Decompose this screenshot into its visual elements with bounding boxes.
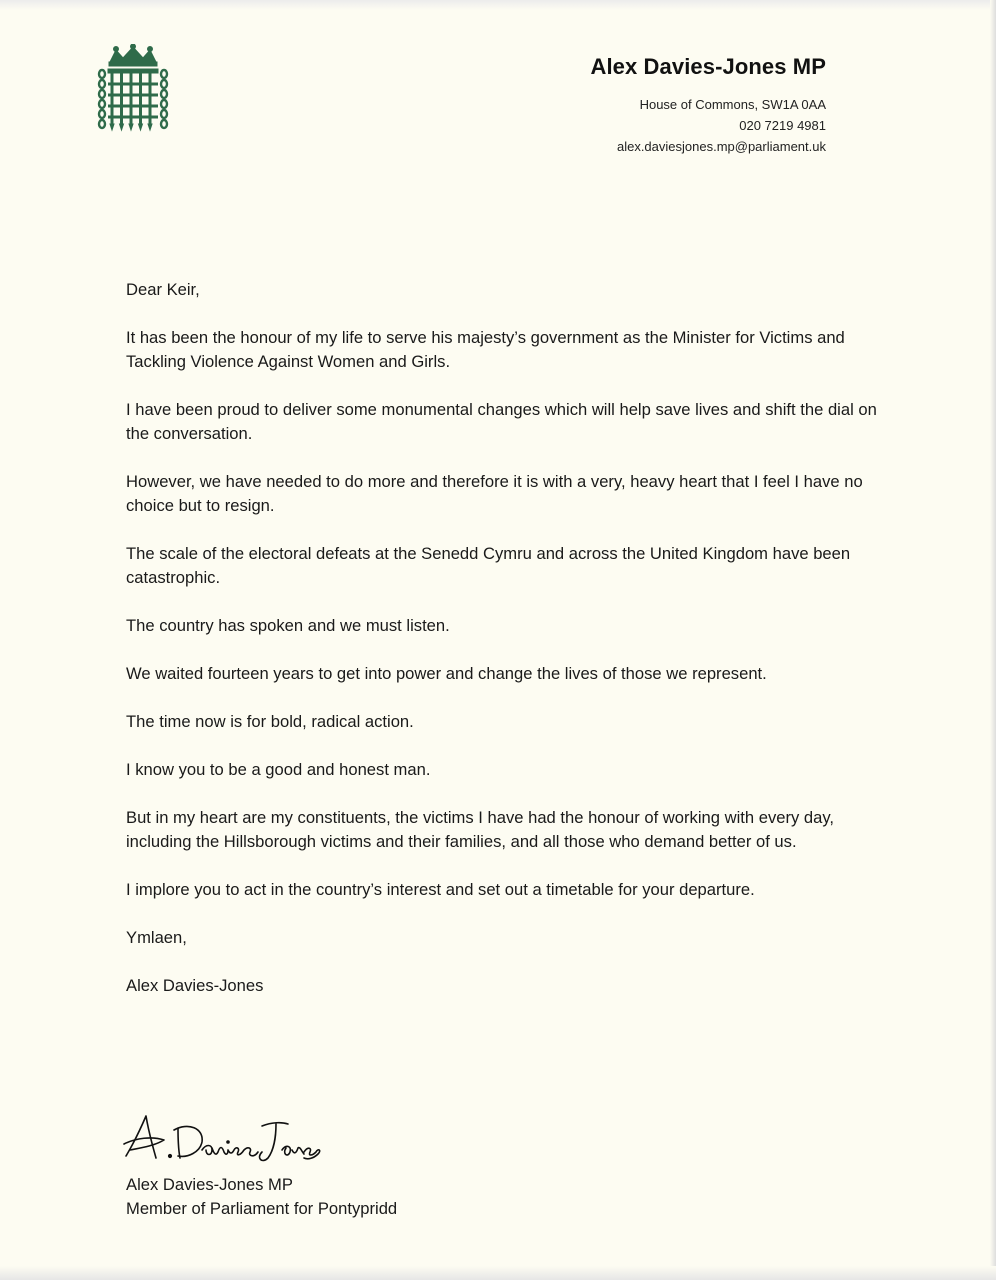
signatory-title: Member of Parliament for Pontypridd: [126, 1199, 398, 1218]
paragraph: We waited fourteen years to get into power and change the lives of those we represent.: [126, 664, 767, 683]
closing: Ymlaen,: [126, 928, 187, 947]
paragraph: The scale of the electoral defeats at the Senedd Cymru and across the United Kingdom have been catastrophic.: [126, 544, 851, 587]
paragraph: I implore you to act in the country’s interest and set out a timetable for your departure.: [126, 880, 755, 899]
sender-block: [406, 54, 826, 157]
signatory-name: Alex Davies-Jones MP: [126, 1175, 293, 1194]
paragraph: However, we have needed to do more and therefore it is with a very, heavy heart that I feel I have no choice but to resign.: [126, 472, 863, 515]
salutation: Dear Keir,: [126, 280, 200, 299]
typed-name: Alex Davies-Jones: [126, 976, 264, 995]
handwritten-signature: [122, 1106, 322, 1164]
paragraph: I know you to be a good and honest man.: [126, 760, 431, 779]
letter-body: [126, 278, 886, 1022]
signatory-block: [126, 1173, 397, 1221]
sender-address: House of Commons, SW1A 0AA: [639, 97, 826, 112]
paragraph: It has been the honour of my life to serve his majesty’s government as the Minister for Victims and Tackling Violence Against Women and Girls.: [126, 328, 845, 371]
paragraph: But in my heart are my constituents, the victims I have had the honour of working with every day, including the Hillsborough victims and their families, and all those who demand better of us.: [126, 808, 835, 851]
sender-phone: 020 7219 4981: [739, 118, 826, 133]
sender-name: Alex Davies-Jones MP: [590, 54, 826, 79]
page-edge-right: [990, 0, 996, 1280]
paragraph: I have been proud to deliver some monumental changes which will help save lives and shift the dial on the conversation.: [126, 400, 877, 443]
sender-email: alex.daviesjones.mp@parliament.uk: [616, 139, 826, 154]
paragraph: The country has spoken and we must listen.: [126, 616, 450, 635]
paragraph: The time now is for bold, radical action.: [126, 712, 414, 731]
page-edge-bottom: [0, 1266, 996, 1280]
page-edge-top: [0, 0, 996, 10]
portcullis-icon: [96, 44, 170, 134]
